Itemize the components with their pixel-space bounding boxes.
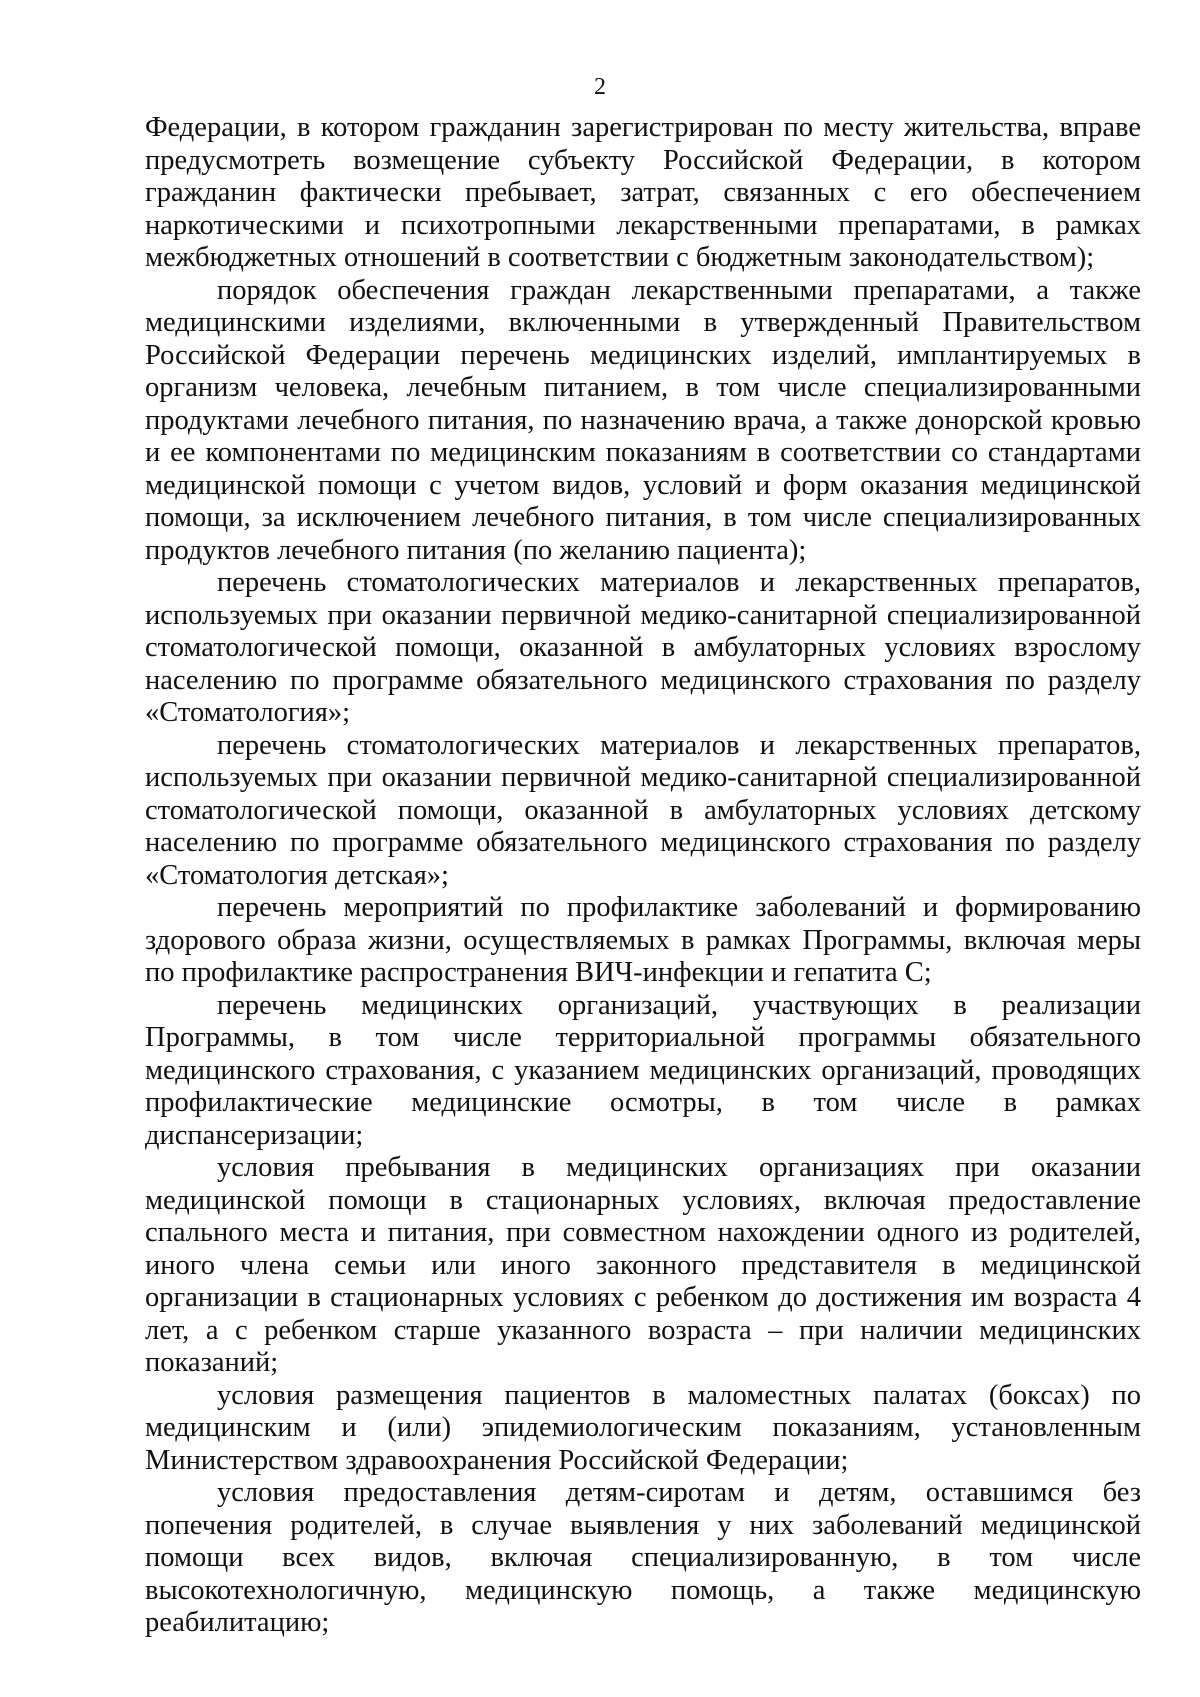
document-body <box>145 112 1141 1640</box>
paragraph-orphans-care: условия предоставления детям-сиротам и детям, оставшимся без попечения родителей, в случае выявления у них заболеваний медицинской помощи всех видов, включая специализированную, в том числе высокотехнологичную, медицинскую помощь, а также медицинскую реабилитацию; <box>145 1477 1141 1638</box>
paragraph-continuation: Федерации, в котором гражданин зарегистрирован по месту жительства, вправе предусмотреть возмещение субъекту Российской Федерации, в котором гражданин фактически пребывает, затрат, связанных с его обеспечением наркотическими и психотропными лекарственными препаратами, в рамках межбюджетных отношений в соответствии с бюджетным законодательством); <box>145 112 1141 273</box>
paragraph-inpatient-stay: условия пребывания в медицинских организациях при оказании медицинской помощи в стационарных условиях, включая предоставление спального места и питания, при совместном нахождении одного из родителей, иного члена семьи или иного законного представителя в медицинской организации в стационарных условиях с ребенком до достижения им возраста 4 лет, а с ребенком старше указанного возраста – при наличии медицинских показаний; <box>145 1152 1141 1378</box>
paragraph-small-wards: условия размещения пациентов в маломестных палатах (боксах) по медицинским и (или) эпидемиологическим показаниям, установленным Министерством здравоохранения Российской Федерации; <box>145 1379 1141 1476</box>
paragraph-dental-adult: перечень стоматологических материалов и лекарственных препаратов, используемых при оказании первичной медико-санитарной специализированной стоматологической помощи, оказанной в амбулаторных условиях взрослому населению по программе обязательного медицинского страхования по разделу «Стоматология»; <box>145 567 1141 728</box>
page-number: 2 <box>594 74 606 100</box>
paragraph-dental-children: перечень стоматологических материалов и лекарственных препаратов, используемых при оказании первичной медико-санитарной специализированной стоматологической помощи, оказанной в амбулаторных условиях детскому населению по программе обязательного медицинского страхования по разделу «Стоматология детская»; <box>145 729 1141 891</box>
paragraph-prevention-measures: перечень мероприятий по профилактике заболеваний и формированию здорового образа жизни, осуществляемых в рамках Программы, включая меры по профилактике распространения ВИЧ-инфекции и гепатита С; <box>145 892 1141 988</box>
paragraph-medical-organizations: перечень медицинских организаций, участвующих в реализации Программы, в том числе территориальной программы обязательного медицинского страхования, с указанием медицинских организаций, проводящих профилактические медицинские осмотры, в том числе в рамках диспансеризации; <box>145 989 1141 1151</box>
paragraph-medicines-provision: порядок обеспечения граждан лекарственными препаратами, а также медицинскими изделиями, включенными в утвержденный Правительством Российской Федерации перечень медицинских изделий, имплантируемых в организм человека, лечебным питанием, в том числе специализированными продуктами лечебного питания, по назначению врача, а также донорской кровью и ее компонентами по медицинским показаниям в соответствии со стандартами медицинской помощи с учетом видов, условий и форм оказания медицинской помощи, за исключением лечебного питания, в том числе специализированных продуктов лечебного питания (по желанию пациента); <box>145 274 1141 566</box>
